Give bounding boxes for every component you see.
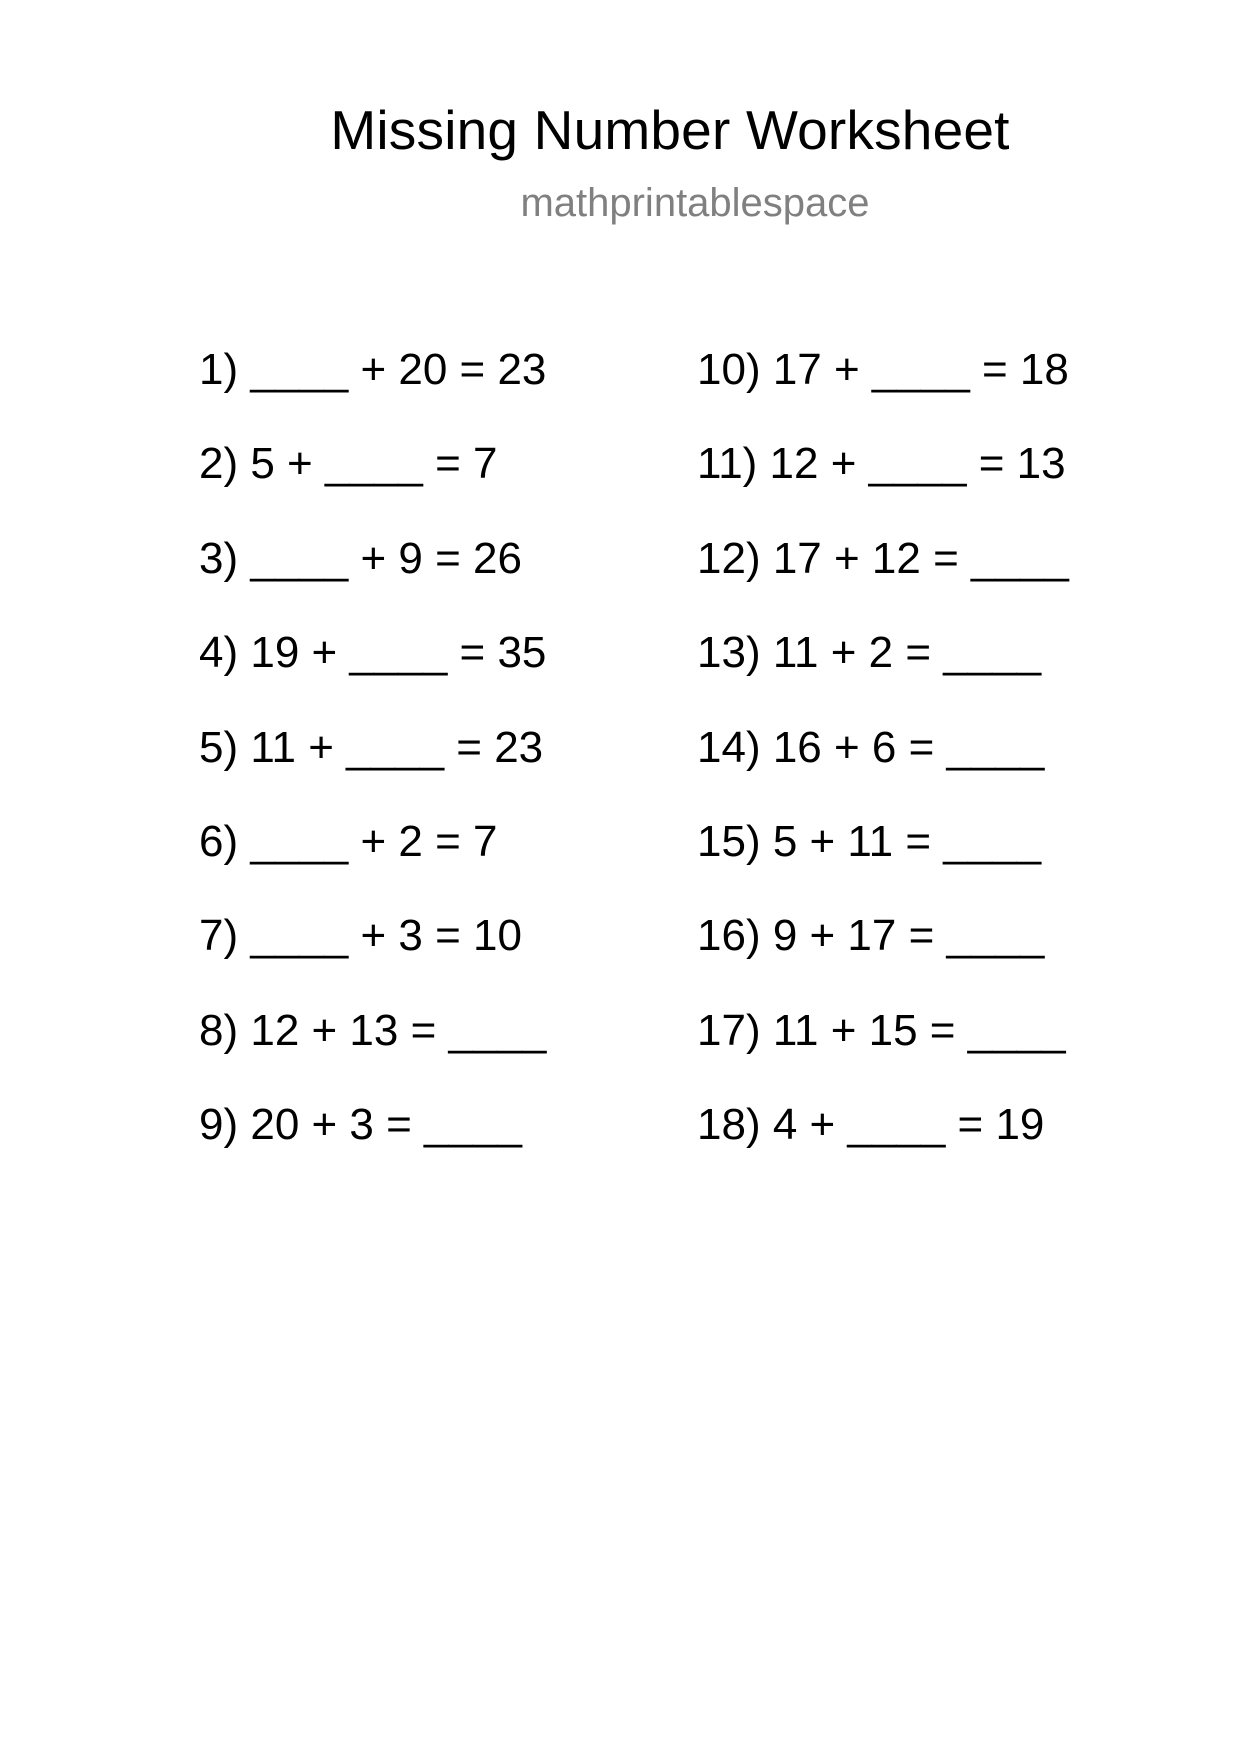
problem-10: 10) 17 + ____ = 18 — [697, 345, 1069, 394]
problem-6: 6) ____ + 2 = 7 — [199, 816, 498, 866]
problem-4: 4) 19 + ____ = 35 — [199, 628, 547, 678]
problem-11: 11) 12 + ____ = 13 — [697, 439, 1066, 489]
problem-13: 13) 11 + 2 = ____ — [697, 628, 1042, 678]
problem-16: 16) 9 + 17 = ____ — [697, 911, 1045, 961]
problem-7: 7) ____ + 3 = 10 — [199, 911, 522, 961]
problem-18: 18) 4 + ____ = 19 — [697, 1100, 1045, 1150]
problem-9: 9) 20 + 3 = ____ — [199, 1100, 522, 1150]
problem-5: 5) 11 + ____ = 23 — [199, 722, 544, 772]
worksheet-subtitle: mathprintablespace — [520, 181, 870, 225]
problems-right-column — [697, 344, 1069, 1194]
problem-3: 3) ____ + 9 = 26 — [199, 533, 522, 583]
problem-1: 1) ____ + 20 = 23 — [199, 345, 547, 394]
worksheet-title: Missing Number Worksheet — [330, 99, 1010, 161]
problem-14: 14) 16 + 6 = ____ — [697, 722, 1045, 772]
problem-2: 2) 5 + ____ = 7 — [199, 439, 498, 489]
problem-17: 17) 11 + 15 = ____ — [697, 1005, 1066, 1055]
problem-12: 12) 17 + 12 = ____ — [697, 533, 1069, 583]
problems-left-column — [199, 344, 546, 1194]
problem-8: 8) 12 + 13 = ____ — [199, 1005, 547, 1055]
problem-15: 15) 5 + 11 = ____ — [697, 816, 1042, 866]
